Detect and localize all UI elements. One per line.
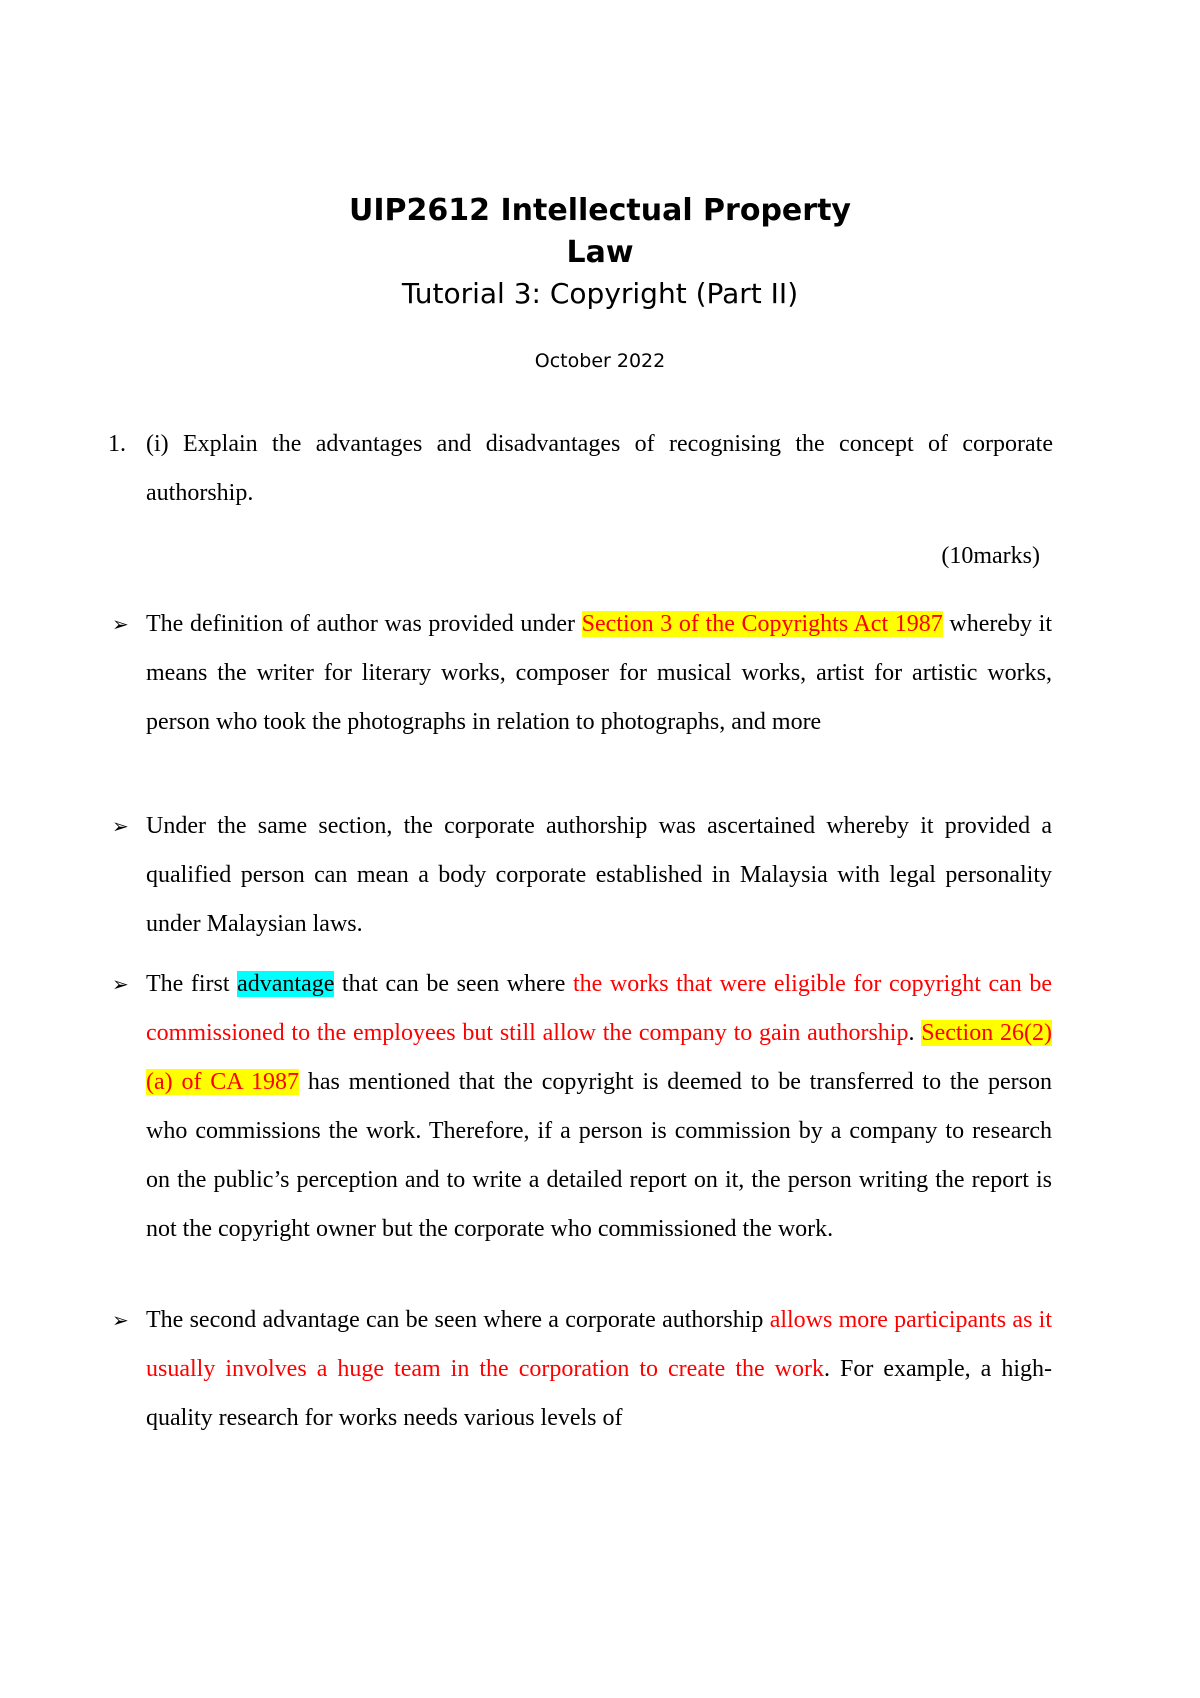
bullet-text	[146, 960, 1052, 1254]
question-1	[108, 420, 1053, 518]
document-subtitle: Tutorial 3: Copyright (Part II)	[401, 277, 799, 310]
question-number: 1.	[108, 431, 126, 457]
arrow-bullet-icon: ➢	[112, 612, 129, 636]
highlighted-text: Section 26(2)(a) of CA 1987	[146, 1020, 1052, 1095]
bullet-text	[146, 1296, 1052, 1443]
text-segment: The second advantage can be seen where a corporate authorship	[146, 1307, 770, 1333]
arrow-bullet-icon: ➢	[112, 1308, 129, 1332]
question-marks: (10marks)	[941, 543, 1040, 569]
bullet-text	[146, 802, 1052, 949]
bullet-text	[146, 600, 1052, 747]
text-segment: has mentioned that the copyright is deemed to be transferred to the person who commissions the work. Therefore, if a person is commission by a company to research on the public’s perception and to write a detailed report on it, the person writing the report is not the copyright owner but the corporate who commissioned the work.	[146, 1069, 1052, 1242]
text-segment: .	[908, 1020, 922, 1046]
highlighted-text: advantage	[237, 971, 335, 997]
arrow-bullet-icon: ➢	[112, 814, 129, 838]
question-text: (i) Explain the advantages and disadvantages of recognising the concept of corporate authorship.	[146, 431, 1053, 506]
bullet-point-2	[112, 802, 1052, 949]
text-segment: . For example, a high-quality research for works needs various levels of	[146, 1356, 1052, 1431]
text-segment: The definition of author was provided under	[146, 611, 582, 637]
bullet-point-3	[112, 960, 1052, 1254]
text-segment: The first	[146, 971, 238, 997]
emphasis-text: the works that were eligible for copyright can be commissioned to the employees but still allow the company to gain authorship	[146, 971, 1053, 1046]
text-segment: whereby it means the writer for literary works, composer for musical works, artist for artistic works, person who took the photographs in relation to photographs, and more	[146, 611, 1052, 735]
highlighted-text: Section 3 of the Copyrights Act 1987	[581, 611, 943, 637]
bullet-point-4	[112, 1296, 1052, 1443]
emphasis-text: allows more participants as it usually involves a huge team in the corporation to create the work	[146, 1307, 1053, 1382]
text-segment: Under the same section, the corporate authorship was ascertained whereby it provided a qualified person can mean a body corporate established in Malaysia with legal personality under Malaysian laws.	[146, 813, 1052, 937]
document-date: October 2022	[534, 350, 666, 372]
document-title-line-1: UIP2612 Intellectual Property	[349, 193, 851, 228]
arrow-bullet-icon: ➢	[112, 972, 129, 996]
bullet-point-1	[112, 600, 1052, 747]
document-title-line-2: Law	[566, 235, 634, 270]
text-segment: that can be seen where	[334, 971, 573, 997]
